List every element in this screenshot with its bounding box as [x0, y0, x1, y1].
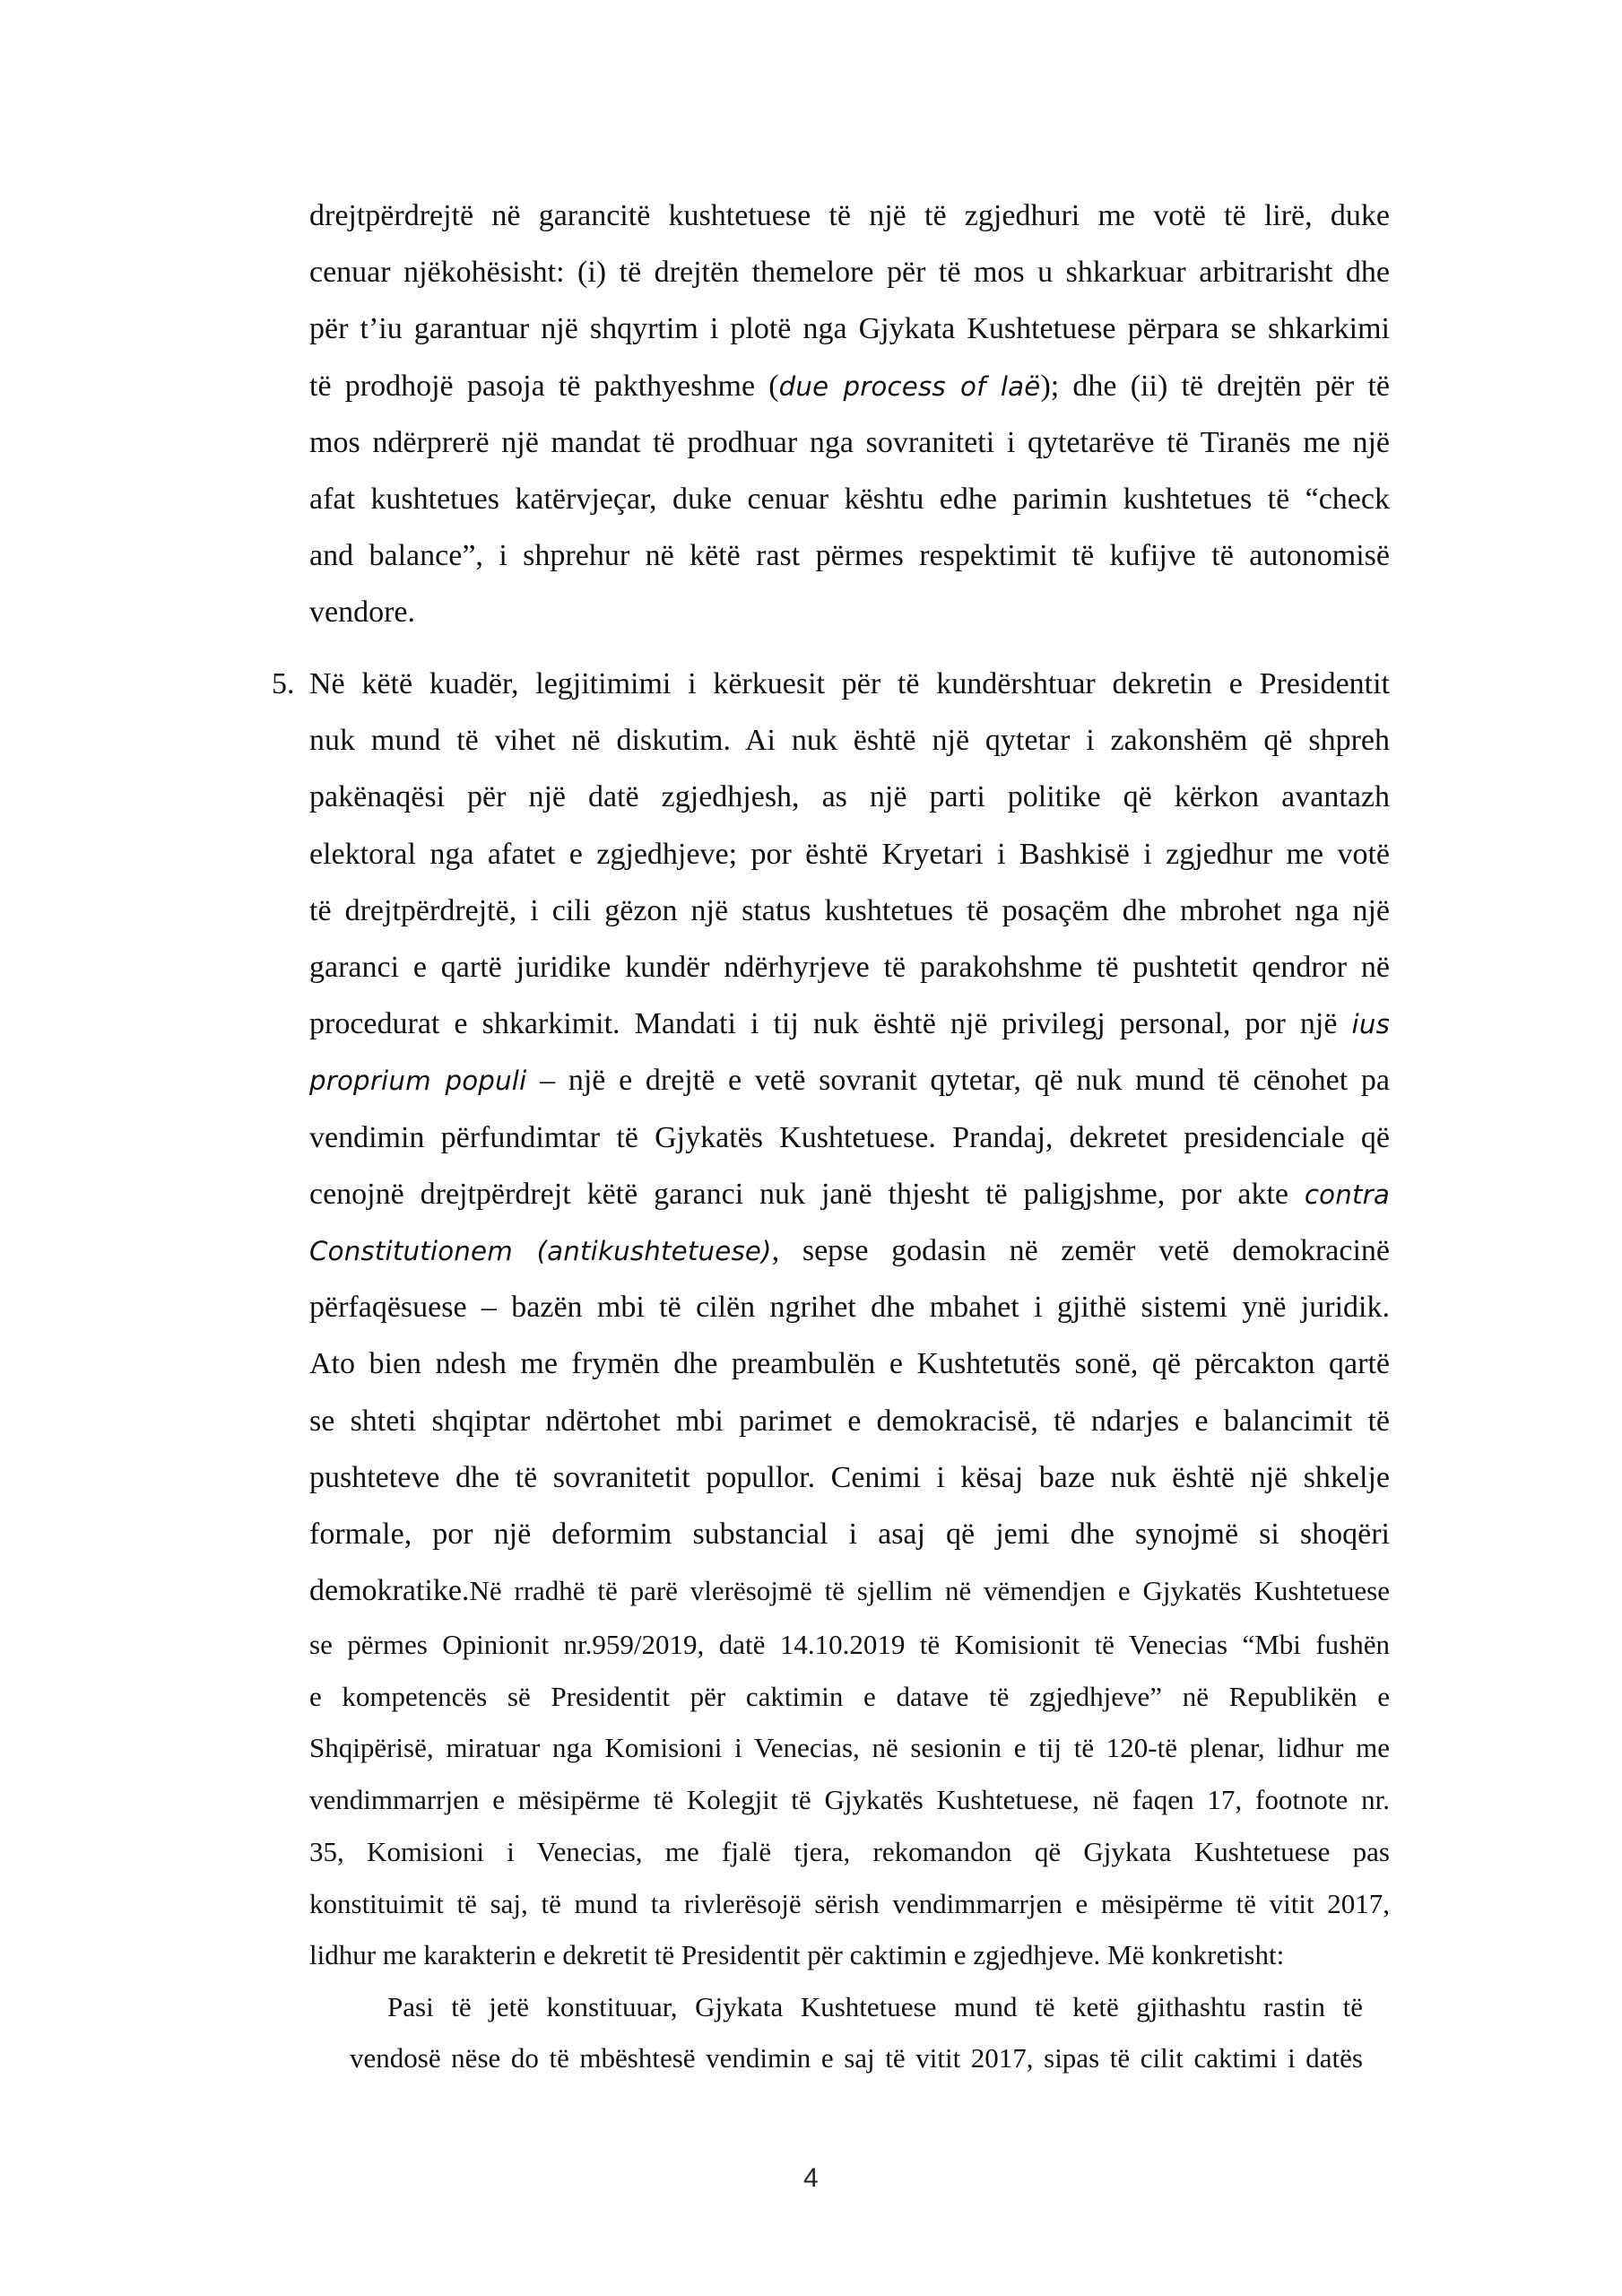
text-run: cenuar njëkohësisht: (i) të drejtën themelore për të mos u shkarkuar arbitrarisht dhe	[309, 256, 1390, 290]
text-line	[309, 1680, 1390, 1718]
italic-term: Constitutionem (antikushtetuese)	[309, 1236, 772, 1266]
text-line	[309, 1009, 1390, 1045]
text-line	[309, 1349, 1390, 1385]
text-line	[309, 541, 1390, 577]
text-run: e kompetencës së Presidentit për caktimin e datave të zgjedhjeve” në Republikën e	[309, 1680, 1390, 1712]
text-line	[309, 1734, 1390, 1770]
text-line	[309, 1887, 1390, 1926]
text-run: vendimmarrjen e mësipërme të Kolegjit të Gjykatës Kushtetuese, në faqen 17, footnote nr.	[309, 1784, 1390, 1816]
text-run: vendosë nëse do të mbështesë vendimin e saj të vitit 2017, sipas të cilit caktimi i datës	[350, 2041, 1363, 2074]
text-run: , sepse godasin në zemër vetë demokracinë	[771, 1234, 1390, 1267]
text-line	[309, 1406, 1390, 1442]
text-line	[309, 1120, 1390, 1159]
text-line	[309, 893, 1390, 932]
text-run: Ato bien ndesh me frymën dhe preambulën e Kushtetutës sonë, që përcakton qartë	[309, 1347, 1390, 1381]
text-run: cenojnë drejtpërdrejt këtë garanci nuk janë thjesht të paligjshme, por akte	[309, 1177, 1305, 1211]
text-run: përfaqësuese – bazën mbi të cilën ngrihet dhe mbahet i gjithë sistemi ynë juridik.	[309, 1291, 1390, 1325]
text-run: vendore.	[309, 596, 416, 630]
text-run: Në rradhë të parë vlerësojmë të sjellim në vëmendjen e Gjykatës Kushtetuese	[469, 1575, 1390, 1607]
text-line	[309, 597, 1390, 628]
text-run: 35, Komisioni i Venecias, me fjalë tjera, rekomandon që Gjykata Kushtetuese pas	[309, 1835, 1390, 1867]
text-run: demokratike.	[309, 1574, 470, 1608]
text-line	[309, 1065, 1390, 1101]
text-line	[309, 1236, 1390, 1272]
text-line	[309, 726, 1390, 761]
text-run: garanci e qartë juridike kundër ndërhyrjeve të parakohshme të pushtetit qendror në	[309, 951, 1390, 984]
text-line	[309, 1631, 1390, 1666]
text-run: afat kushtetues katërvjeçar, duke cenuar kështu edhe parimin kushtetues të “check	[309, 483, 1390, 516]
text-line	[309, 1179, 1390, 1215]
text-line	[309, 425, 1390, 464]
text-run: elektoral nga afatet e zgjedhjeve; por është Kryetari i Bashkisë i zgjedhur me votë	[309, 837, 1390, 871]
text-line	[309, 314, 1390, 350]
text-run: për t’iu garantuar një shqyrtim i plotë nga Gjykata Kushtetuese përpara se shkarkimi	[309, 312, 1390, 346]
italic-term: contra	[1304, 1178, 1390, 1210]
text-run: – një e drejtë e vetë sovranit qytetar, që nuk mund të cënohet pa	[526, 1064, 1390, 1098]
text-line	[309, 1835, 1390, 1874]
text-line	[309, 669, 1390, 705]
text-run: pakënaqësi për një datë zgjedhjesh, as një parti politike që kërkon avantazh	[309, 780, 1390, 814]
text-line	[350, 2041, 1363, 2080]
page-number: 4	[803, 2163, 819, 2193]
text-line	[309, 1786, 1390, 1822]
italic-term: due process of laë	[778, 370, 1041, 402]
text-line	[309, 484, 1390, 520]
italic-term: ius	[1351, 1009, 1390, 1040]
text-run: nuk mund të vihet në diskutim. Ai nuk është një qytetar i zakonshëm që shpreh	[309, 724, 1390, 758]
text-run: formale, por një deformim substancial i asaj që jemi dhe synojmë si shoqëri	[309, 1518, 1390, 1551]
text-run: procedurat e shkarkimit. Mandati i tij nuk është një privilegj personal, por një	[309, 1007, 1352, 1041]
list-item-number: 5.	[272, 667, 295, 700]
text-line	[309, 952, 1390, 988]
text-line	[309, 257, 1390, 293]
text-line	[309, 1292, 1390, 1328]
text-run: ); dhe (ii) të drejtën për të	[1040, 369, 1391, 403]
text-run: and balance”, i shprehur në këtë rast përmes respektimit të kufijve të autonomisë	[309, 539, 1390, 573]
text-run: Pasi të jetë konstituuar, Gjykata Kushtetuese mund të ketë gjithashtu rastin të	[387, 1991, 1363, 2022]
text-line	[387, 1993, 1363, 2029]
text-line	[309, 839, 1390, 875]
text-run: të drejtpërdrejtë, i cili gëzon një status kushtetues të posaçëm dhe mbrohet nga një	[309, 893, 1390, 927]
text-line	[309, 1941, 1390, 1969]
text-run: drejtpërdrejtë në garancitë kushtetuese të një të zgjedhuri me votë të lirë, duke	[309, 199, 1390, 232]
text-run: se përmes Opinionit nr.959/2019, datë 14.10.2019 të Komisionit të Venecias “Mbi fushën	[309, 1629, 1390, 1660]
text-run: konstituimit të saj, të mund ta rivlerësojë sërish vendimmarrjen e mësipërme të vitit 2017,	[309, 1887, 1390, 1919]
text-line	[309, 1576, 1390, 1612]
text-run: Në këtë kuadër, legjitimimi i kërkuesit për të kundërshtuar dekretin e Presidentit	[309, 667, 1390, 700]
text-run: se shteti shqiptar ndërtohet mbi parimet e demokracisë, të ndarjes e balancimit të	[309, 1404, 1390, 1438]
text-run: Shqipërisë, miratuar nga Komisioni i Venecias, në sesionin e tij të 120-të plenar, lidhur me	[309, 1732, 1390, 1764]
text-line	[309, 782, 1390, 818]
text-line	[309, 1460, 1390, 1499]
text-line	[309, 201, 1390, 237]
italic-term: proprium populi	[309, 1065, 527, 1097]
text-run: pushteteve dhe të sovranitetit popullor. Cenimi i kësaj baze nuk është një shkelje	[309, 1460, 1390, 1494]
text-run: mos ndërprerë një mandat të prodhuar nga sovraniteti i qytetarëve të Tiranës me një	[309, 425, 1390, 459]
text-run: lidhur me karakterin e dekretit të Presidentit për caktimin e zgjedhjeve. Më konkretisht:	[309, 1939, 1285, 1971]
text-run: vendimin përfundimtar të Gjykatës Kushtetuese. Prandaj, dekretet presidenciale që	[309, 1120, 1390, 1154]
text-line	[309, 1519, 1390, 1555]
text-line	[309, 371, 1390, 407]
text-run: të prodhojë pasoja të pakthyeshme (	[309, 369, 779, 403]
